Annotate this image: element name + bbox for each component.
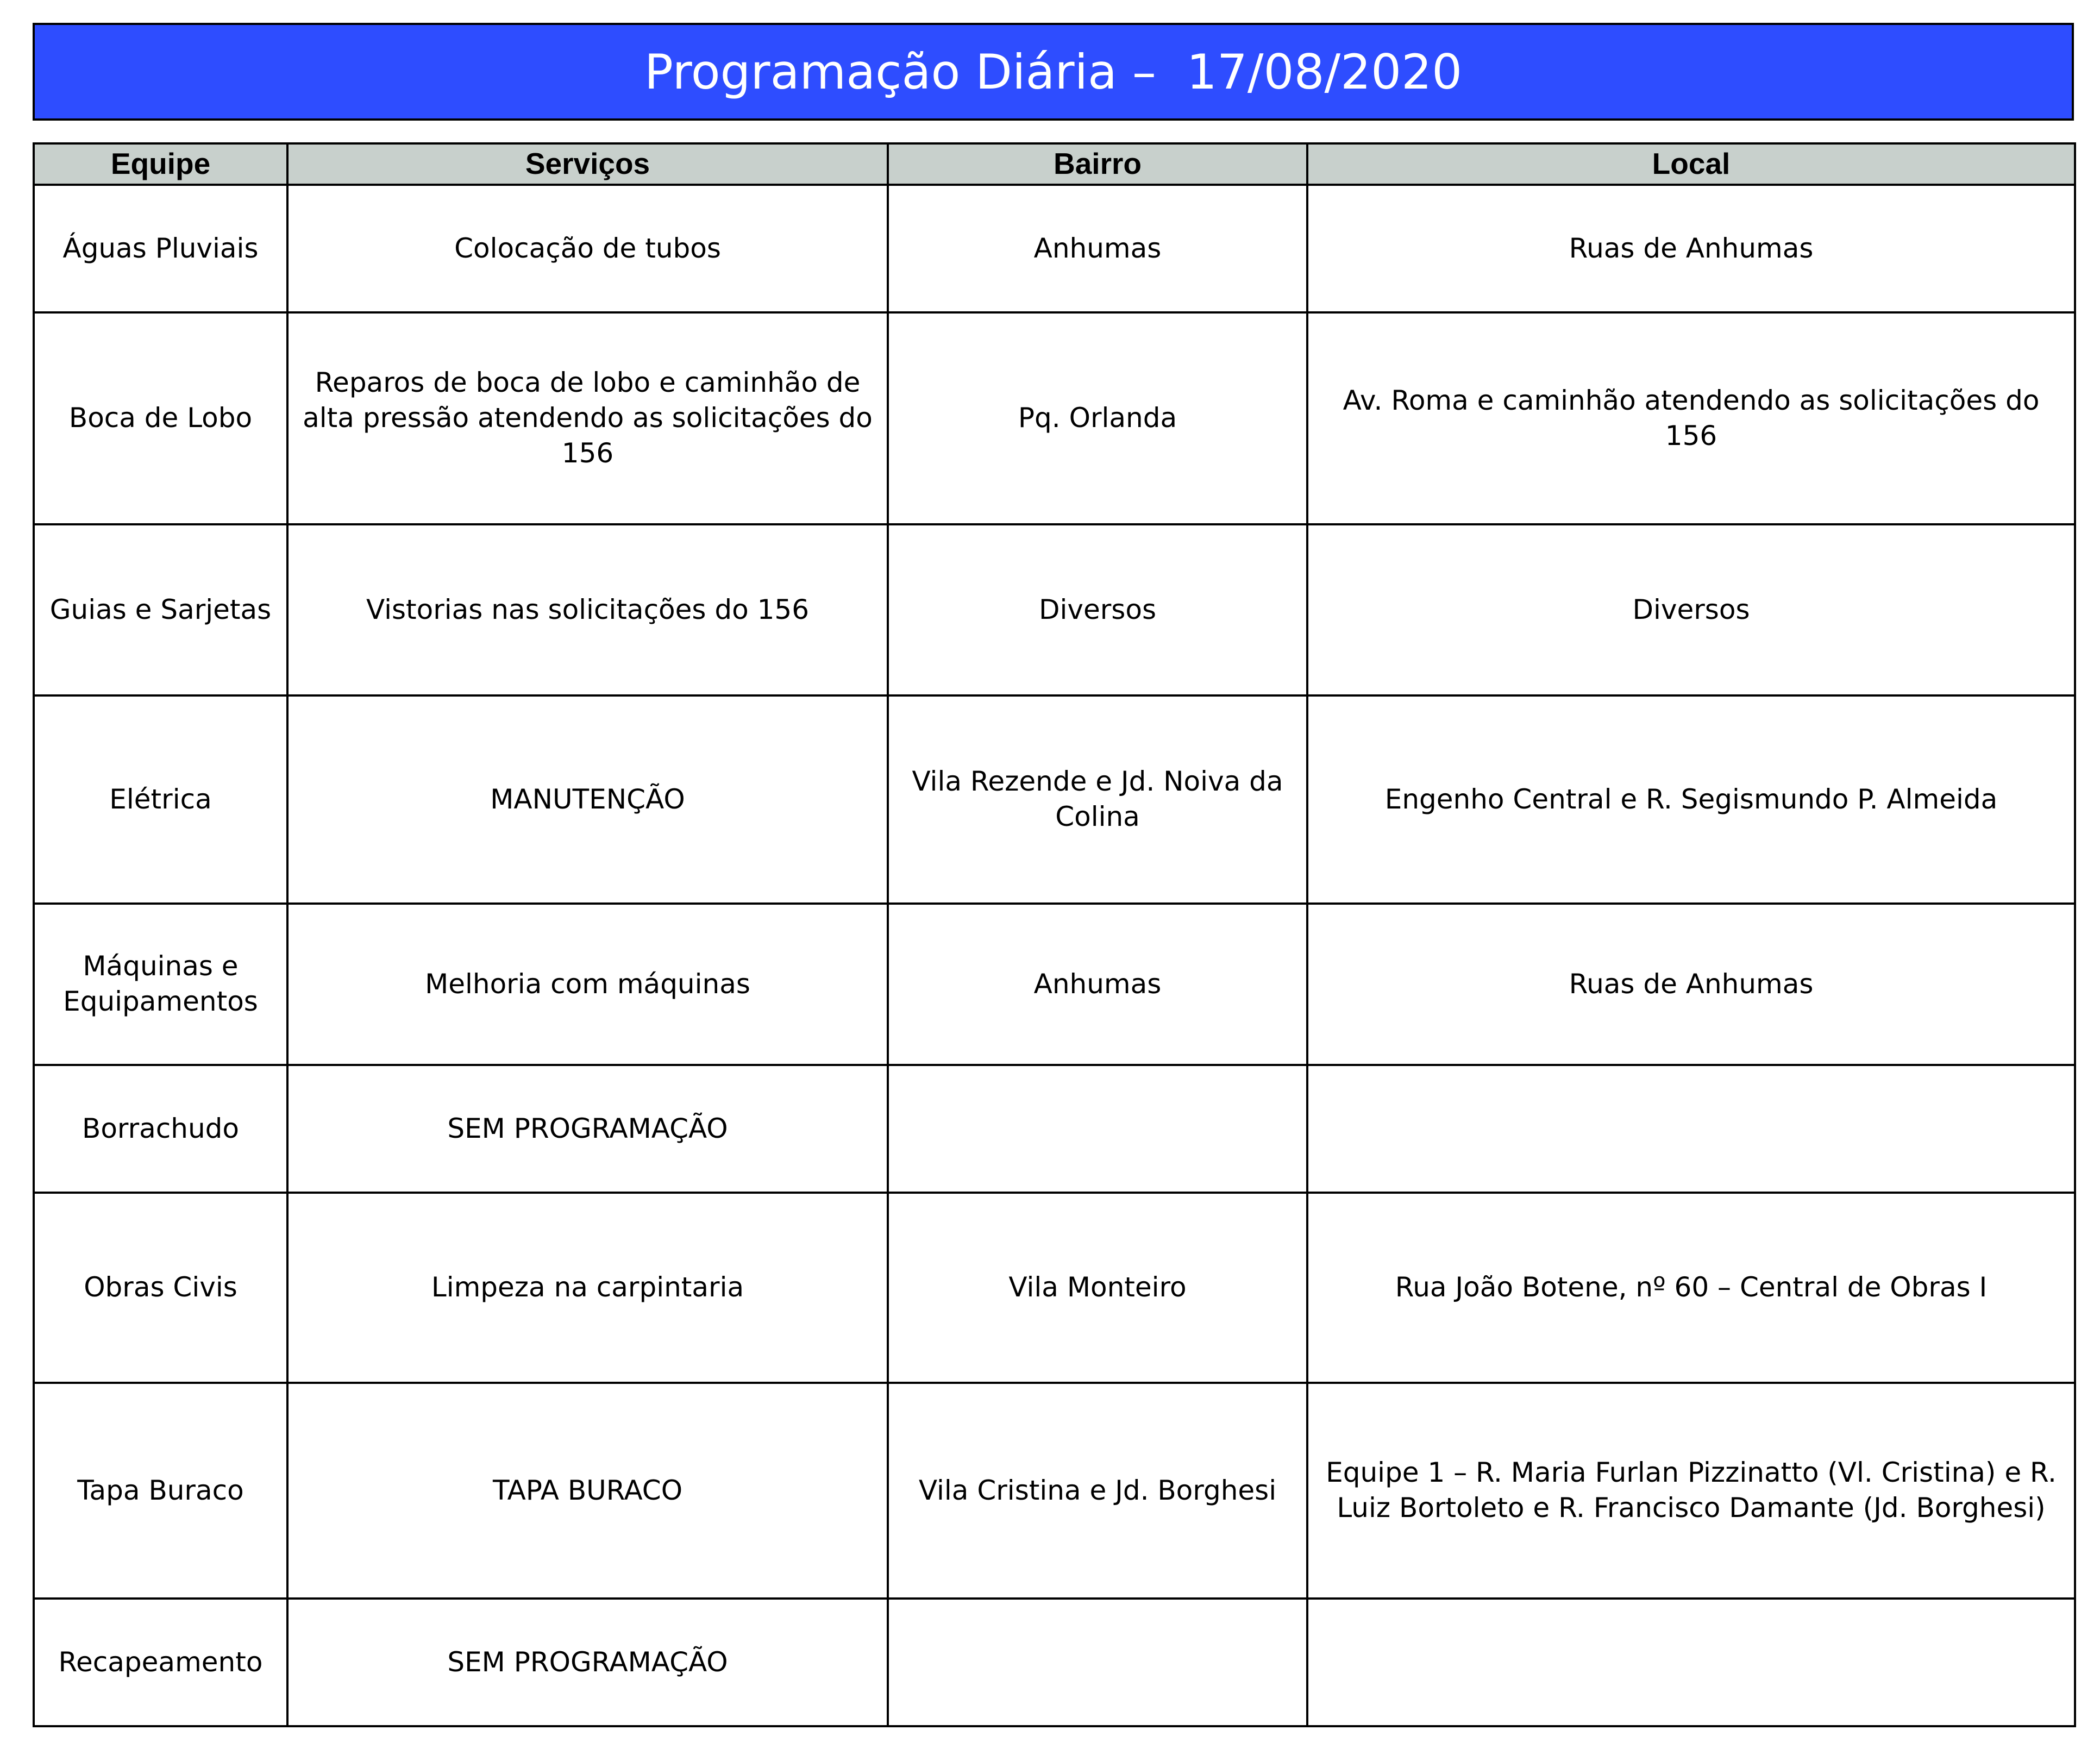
header-bairro: Bairro xyxy=(888,143,1307,185)
schedule-table xyxy=(33,142,2076,1727)
cell-equipe: Águas Pluviais xyxy=(34,185,287,312)
cell-local: Equipe 1 – R. Maria Furlan Pizzinatto (Vl. Cristina) e R. Luiz Bortoleto e R. Francisco Damante (Jd. Borghesi) xyxy=(1307,1383,2075,1599)
table-row xyxy=(34,1383,2075,1599)
cell-servicos: Melhoria com máquinas xyxy=(287,904,888,1065)
cell-servicos: Reparos de boca de lobo e caminhão de alta pressão atendendo as solicitações do 156 xyxy=(287,312,888,524)
header-local: Local xyxy=(1307,143,2075,185)
cell-equipe: Boca de Lobo xyxy=(34,312,287,524)
cell-equipe: Guias e Sarjetas xyxy=(34,524,287,695)
cell-equipe: Recapeamento xyxy=(34,1599,287,1726)
cell-bairro: Vila Monteiro xyxy=(888,1193,1307,1383)
cell-local: Ruas de Anhumas xyxy=(1307,904,2075,1065)
table-row xyxy=(34,312,2075,524)
table-row xyxy=(34,1065,2075,1193)
cell-local: Rua João Botene, nº 60 – Central de Obras I xyxy=(1307,1193,2075,1383)
cell-equipe: Tapa Buraco xyxy=(34,1383,287,1599)
page-title: Programação Diária – 17/08/2020 xyxy=(644,43,1463,100)
cell-servicos: MANUTENÇÃO xyxy=(287,695,888,904)
cell-servicos: SEM PROGRAMAÇÃO xyxy=(287,1599,888,1726)
header-equipe: Equipe xyxy=(34,143,287,185)
table-row xyxy=(34,1193,2075,1383)
cell-bairro: Anhumas xyxy=(888,185,1307,312)
cell-local: Engenho Central e R. Segismundo P. Almeida xyxy=(1307,695,2075,904)
cell-bairro: Anhumas xyxy=(888,904,1307,1065)
cell-equipe: Obras Civis xyxy=(34,1193,287,1383)
cell-local xyxy=(1307,1599,2075,1726)
cell-bairro: Vila Cristina e Jd. Borghesi xyxy=(888,1383,1307,1599)
cell-bairro xyxy=(888,1065,1307,1193)
cell-servicos: TAPA BURACO xyxy=(287,1383,888,1599)
table-header-row xyxy=(34,143,2075,185)
cell-servicos: Colocação de tubos xyxy=(287,185,888,312)
cell-bairro: Diversos xyxy=(888,524,1307,695)
header-servicos: Serviços xyxy=(287,143,888,185)
table-row xyxy=(34,1599,2075,1726)
table-row xyxy=(34,524,2075,695)
table-row xyxy=(34,904,2075,1065)
cell-equipe: Elétrica xyxy=(34,695,287,904)
table-row xyxy=(34,695,2075,904)
cell-local: Av. Roma e caminhão atendendo as solicitações do 156 xyxy=(1307,312,2075,524)
cell-servicos: Vistorias nas solicitações do 156 xyxy=(287,524,888,695)
cell-bairro: Vila Rezende e Jd. Noiva da Colina xyxy=(888,695,1307,904)
table-row xyxy=(34,185,2075,312)
cell-equipe: Borrachudo xyxy=(34,1065,287,1193)
cell-bairro xyxy=(888,1599,1307,1726)
cell-servicos: Limpeza na carpintaria xyxy=(287,1193,888,1383)
cell-bairro: Pq. Orlanda xyxy=(888,312,1307,524)
cell-local: Ruas de Anhumas xyxy=(1307,185,2075,312)
cell-local xyxy=(1307,1065,2075,1193)
cell-servicos: SEM PROGRAMAÇÃO xyxy=(287,1065,888,1193)
cell-equipe: Máquinas e Equipamentos xyxy=(34,904,287,1065)
title-banner xyxy=(33,23,2074,121)
cell-local: Diversos xyxy=(1307,524,2075,695)
